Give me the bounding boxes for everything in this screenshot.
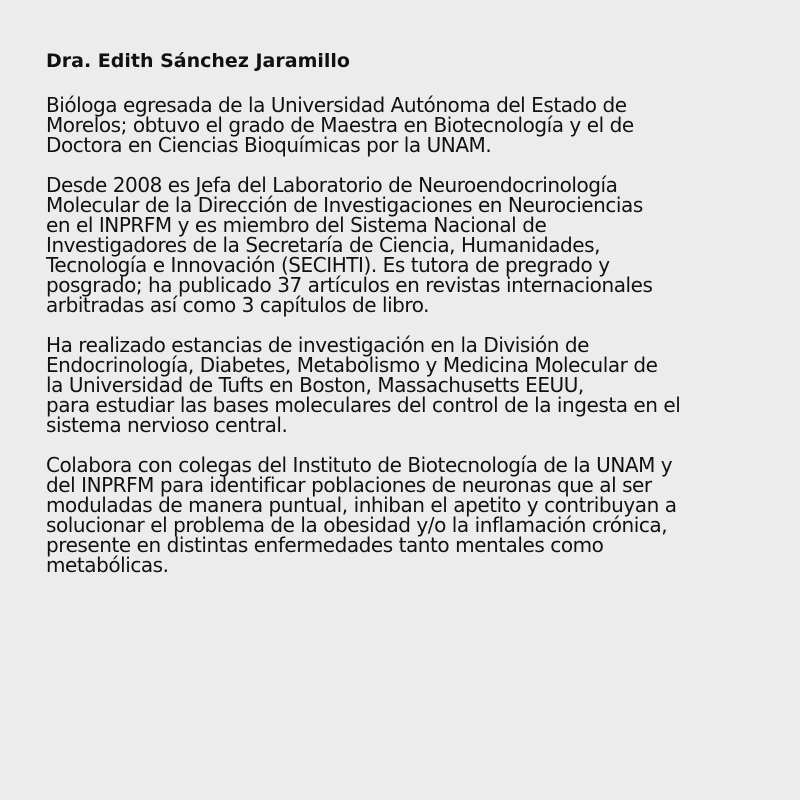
text-line: Endocrinología, Diabetes, Metabolismo y Medicina Molecular de	[46, 353, 658, 377]
text-line: arbitradas así como 3 capítulos de libro.	[46, 293, 430, 317]
bio-paragraph-collaboration	[46, 455, 761, 575]
text-line: la Universidad de Tufts en Boston, Massachusetts EEUU,	[46, 373, 584, 397]
text-line: Doctora en Ciencias Bioquímicas por la UNAM.	[46, 133, 492, 157]
text-line: solucionar el problema de la obesidad y/o la inflamación crónica,	[46, 513, 668, 537]
text-line: posgrado; ha publicado 37 artículos en revistas internacionales	[46, 273, 653, 297]
text-line: del INPRFM para identificar poblaciones de neuronas que al ser	[46, 473, 652, 497]
text-line: Molecular de la Dirección de Investigaciones en Neurociencias	[46, 193, 643, 217]
bio-paragraph-education	[46, 95, 761, 155]
text-line: Investigadores de la Secretaría de Ciencia, Humanidades,	[46, 233, 600, 257]
text-line: moduladas de manera puntual, inhiban el apetito y contribuyan a	[46, 493, 677, 517]
bio-paragraph-research-stays	[46, 335, 761, 435]
text-line: Bióloga egresada de la Universidad Autónoma del Estado de	[46, 93, 627, 117]
bio-card	[46, 49, 761, 595]
text-line: Desde 2008 es Jefa del Laboratorio de Neuroendocrinología	[46, 173, 618, 197]
text-line: Ha realizado estancias de investigación en la División de	[46, 333, 590, 357]
text-line: Colabora con colegas del Instituto de Biotecnología de la UNAM y	[46, 453, 673, 477]
page-title: Dra. Edith Sánchez Jaramillo	[46, 50, 350, 72]
bio-paragraph-position	[46, 175, 761, 315]
text-line: para estudiar las bases moleculares del control de la ingesta en el	[46, 393, 681, 417]
text-line: presente en distintas enfermedades tanto mentales como	[46, 533, 604, 557]
text-line: Morelos; obtuvo el grado de Maestra en Biotecnología y el de	[46, 113, 634, 137]
text-line: sistema nervioso central.	[46, 413, 288, 437]
text-line: Tecnología e Innovación (SECIHTI). Es tutora de pregrado y	[46, 253, 610, 277]
text-line: metabólicas.	[46, 553, 169, 577]
text-line: en el INPRFM y es miembro del Sistema Nacional de	[46, 213, 547, 237]
